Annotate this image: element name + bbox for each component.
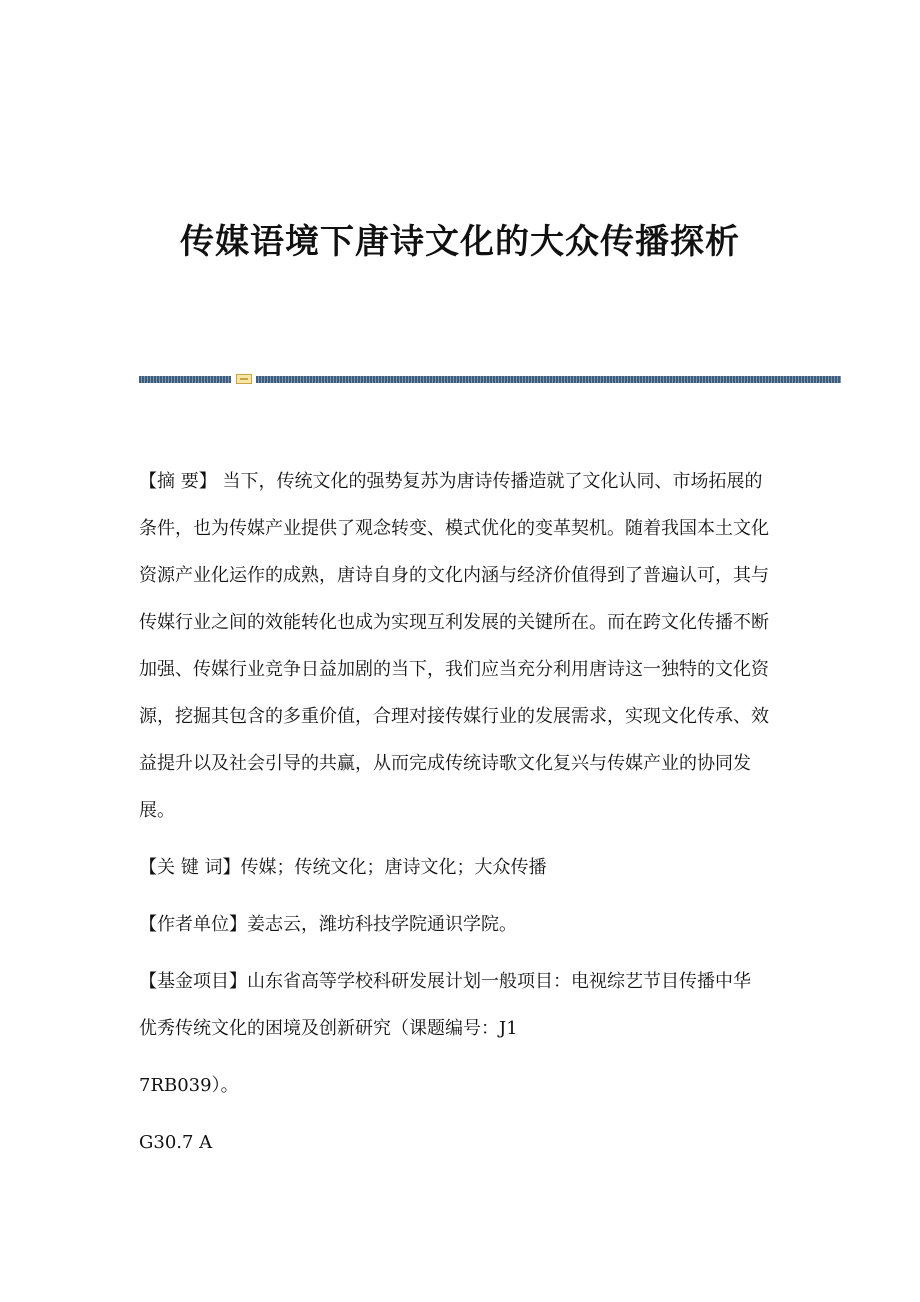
author-label: 【作者单位】: [139, 914, 247, 935]
abstract-text: 当下，传统文化的强势复苏为唐诗传播造就了文化认同、市场拓展的条件，也为传媒产业提供了观念转变、模式优化的变革契机。随着我国本土文化资源产业化运作的成熟，唐诗自身的文化内涵与经济价值得到了普遍认可，其与传媒行业之间的效能转化也成为实现互利发展的关键所在。而在跨文化传播不断加强、传媒行业竞争日益加剧的当下，我们应当充分利用唐诗这一独特的文化资源，挖掘其包含的多重价值，合理对接传媒行业的发展需求，实现文化传承、效益提升以及社会引导的共赢，从而完成传统诗歌文化复兴与传媒产业的协同发展。: [139, 471, 769, 821]
author-paragraph: [139, 901, 773, 948]
fund-paragraph: [139, 958, 773, 1052]
abstract-label: 【摘 要】: [139, 471, 217, 492]
document-body: [139, 458, 773, 1166]
fund-text-line1: 山东省高等学校科研发展计划一般项目：电视综艺节目传播中华: [247, 971, 751, 992]
keywords-text: 传媒；传统文化；唐诗文化；大众传播: [240, 857, 547, 878]
keywords-paragraph: [139, 844, 773, 891]
title-divider: [139, 374, 841, 384]
fund-continuation: 7RB039）。: [139, 1075, 239, 1096]
document-title: 传媒语境下唐诗文化的大众传播探析: [180, 222, 740, 262]
keywords-label: 【关 键 词】: [139, 857, 241, 878]
classification-code: G30.7 A: [139, 1132, 213, 1153]
divider-bar-left: [139, 376, 231, 383]
author-text: 姜志云，潍坊科技学院通识学院。: [247, 914, 517, 935]
divider-bar-right: [256, 376, 841, 383]
abstract-paragraph: [139, 458, 773, 834]
divider-ornament-icon: [236, 374, 252, 384]
fund-text-line2: 优秀传统文化的困境及创新研究（课题编号：J1: [139, 1018, 518, 1039]
fund-label: 【基金项目】: [139, 971, 247, 992]
